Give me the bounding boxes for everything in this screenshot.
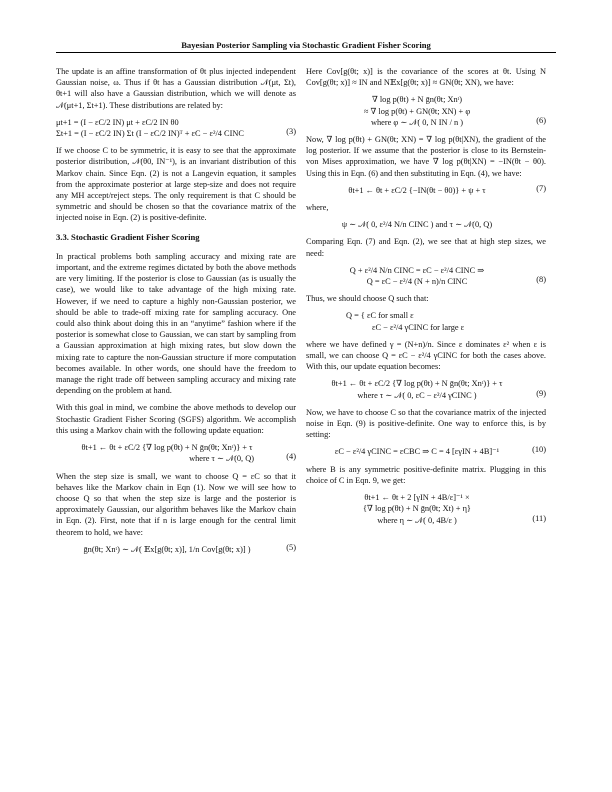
left-column: [56, 66, 296, 561]
equation-line: θt+1 ← θt + εC/2 {∇ log p(θt) + N ḡn(θt; Xnᵗ)} + τ: [81, 443, 253, 453]
paragraph: where we have defined γ = (N+n)/n. Since ε dominates ε² when ε is small, we can choose Q = εC − ε²/4 γCINC for both the cases above. With this, our update equation becomes:: [306, 339, 546, 372]
equation-10: [306, 446, 546, 457]
equation-line: Q = εC − ε²/4 (N + n)/n CINC: [366, 277, 468, 287]
equation-line: where φ ∼ 𝒩( 0, N IN / n ): [370, 117, 464, 127]
equation-number: (3): [286, 127, 296, 137]
paragraph: Thus, we should choose Q such that:: [306, 294, 429, 304]
paragraph: Now, ∇ log p(θt) + GN(θt; XN) = ∇ log p(θt|XN), the gradient of the log posterior. If we assume that the posterior is close to its Bernstein-von Mises approximation, we have ∇ log p(θt|XN) = −IN(θt − θ0). Using this in Eqn. (6) and then substituting in Eqn. (4), we have:: [306, 135, 546, 178]
paragraph: When the step size is small, we want to choose Q = εC so that it behaves like the Markov chain in Eqn (1). Now we will see how to choose Q so that when the step size is large and the posterior is approximately Gaussian, our algorithm behaves like the Markov chain in Eqn. (2). First, note that if n is large enough for the central limit theorem to hold, we have:: [56, 471, 296, 537]
paragraph: With this goal in mind, we combine the above methods to develop our Stochastic Gradient Fisher Scoring (SGFS) algorithm. We accomplish this using a Markov chain with the following update equation:: [56, 403, 296, 435]
equation-number: (5): [286, 542, 296, 552]
equation-5: [56, 544, 296, 555]
equation-line: μt+1 = (I − εC/2 IN) μt + εC/2 IN θ0: [56, 117, 179, 127]
paragraph: where,: [306, 203, 329, 213]
running-title: Bayesian Posterior Sampling via Stochastic Gradient Fisher Scoring: [181, 40, 431, 50]
paragraph: Here Cov[g(θt; x)] is the covariance of the scores at θt. Using N Cov[g(θt; x)] ≈ IN and N𝔼x[g(θt; x)] ≈ GN(θt; XN), we have:: [306, 67, 546, 88]
section-heading: 3.3. Stochastic Gradient Fisher Scoring: [56, 231, 200, 242]
equation-line: εC − ε²/4 γCINC for large ε: [372, 322, 465, 332]
equation-8: [306, 265, 546, 287]
equation-number: (7): [536, 183, 546, 193]
equation-line: εC − ε²/4 γCINC = εCBC ⇒ C = 4 [εγIN + 4B]⁻¹: [334, 447, 500, 457]
equation-line: ḡn(θt; Xnᵗ) ∼ 𝒩( 𝔼x[g(θt; x)], 1/n Cov[g(θt; x)] ): [83, 544, 251, 554]
paragraph: In practical problems both sampling accuracy and mixing rate are important, and the extreme regimes dictated by both the above methods are very limiting. If the posterior is close to Gaussian (as is usually the case), we would like to take advantage of the high mixing rate. However, if we need to capture a highly non-Gaussian posterior, we should be able to trade-off mixing rate for sampling accuracy. One could also think about doing this in an “anytime” fashion where if the posterior is somewhat close to Gaussian, we can start by sampling from a Gaussian approximation at high mixing rates, but slow down the mixing rate to capture the non-Gaussian structure if more computation becomes available. In other words, one should have the freedom to manage the right trade off between sampling accuracy and mixing rate depending on the problem at hand.: [56, 251, 296, 396]
equation-line: θt+1 ← θt + εC/2 {−IN(θt − θ0)} + ψ + τ: [348, 185, 486, 195]
equation-6: [306, 94, 546, 128]
equation-line: θt+1 ← θt + εC/2 {∇ log p(θt) + N ḡn(θt; Xnᵗ)} + τ: [331, 379, 503, 389]
equation-7b: [306, 219, 546, 230]
paragraph: Now, we have to choose C so that the covariance matrix of the injected noise in Eqn. (9) is positive-definite. One way to enforce this, is by setting:: [306, 407, 546, 440]
equation-line: θt+1 ← θt + 2 [γIN + 4B/ε]⁻¹ ×: [364, 493, 470, 503]
equation-number: (9): [536, 388, 546, 398]
equation-line: where η ∼ 𝒩( 0, 4B/ε ): [377, 515, 457, 525]
equation-3: [56, 117, 296, 139]
equation-line: Σt+1 = (I − εC/2 IN) Σt (I − εC/2 IN)ᵀ + εC − ε²/4 CINC: [56, 129, 244, 139]
paragraph: If we choose C to be symmetric, it is easy to see that the approximate posterior distribution, 𝒩(θ0, IN⁻¹), is an invariant distribution of this Markov chain. Since Eqn. (2) is not a Langevin equation, it samples from the approximate posterior at large step-size and does not require any MH accept/reject steps. The only requirement is that C should be symmetric and should be chosen so that the covariance matrix of the injected noise in Eqn. (2) is positive-definite.: [56, 146, 296, 223]
equation-9: [306, 378, 546, 400]
paragraph: where B is any symmetric positive-definite matrix. Plugging in this choice of C in Eqn. 9, we get:: [306, 464, 546, 485]
equation-number: (10): [532, 445, 546, 455]
equation-cases: [306, 310, 546, 332]
equation-line: where τ ∼ 𝒩( 0, εC − ε²/4 γCINC ): [357, 390, 477, 400]
equation-line: {∇ log p(θt) + N ḡn(θt; Xt) + η}: [363, 504, 471, 514]
paragraph: Comparing Eqn. (7) and Eqn. (2), we see that at high step sizes, we need:: [306, 237, 546, 258]
equation-line: Q = { εC for small ε: [346, 311, 414, 321]
equation-line: ∇ log p(θt) + N ḡn(θt; Xnᵗ): [371, 95, 463, 105]
equation-line: where τ ∼ 𝒩(0, Q): [189, 454, 254, 464]
header-rule: [56, 52, 556, 53]
equation-line: ≈ ∇ log p(θt) + GN(θt; XN) + φ: [363, 106, 471, 116]
equation-4: [56, 442, 296, 464]
equation-line: ψ ∼ 𝒩( 0, ε²/4 N/n CINC ) and τ ∼ 𝒩(0, Q): [341, 220, 493, 230]
equation-number: (6): [536, 115, 546, 125]
equation-number: (11): [532, 513, 546, 523]
paragraph: The update is an affine transformation of θt plus injected independent Gaussian noise, ω. Thus if θt has a Gaussian distribution 𝒩(μt, Σt), θt+1 will also have a Gaussian distribution, which we will denote as 𝒩(μt+1, Σt+1). These distributions are related by:: [56, 67, 296, 110]
equation-7: [306, 185, 546, 196]
equation-number: (4): [286, 452, 296, 462]
equation-number: (8): [536, 275, 546, 285]
right-column: [306, 66, 546, 532]
equation-11: [306, 492, 546, 526]
equation-line: Q + ε²/4 N/n CINC = εC − ε²/4 CINC ⇒: [349, 265, 485, 275]
